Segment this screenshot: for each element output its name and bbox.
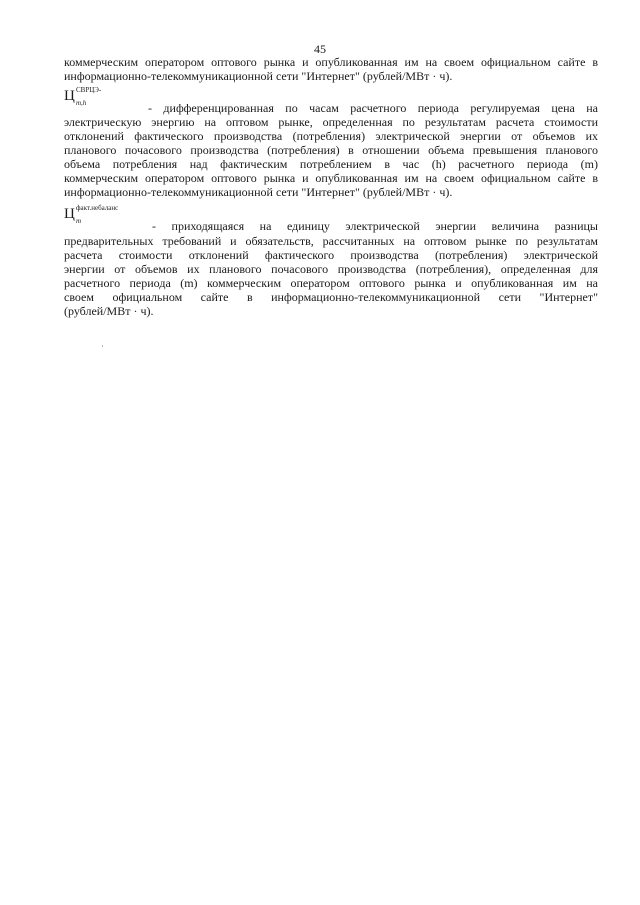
text-line: - дифференцированная по часам расчетного периода регулируемая цена на — [148, 101, 598, 115]
text-line: информационно-телекоммуникационной сети "Интернет" (рублей/МВт · ч). — [64, 69, 453, 83]
text-line: расчета стоимости отклонений фактического производства (потребления) электрической — [64, 248, 598, 262]
text-line: энергии от объемов их планового почасового производства (потребления), определенная для — [64, 262, 598, 276]
formula-subscript: m — [76, 217, 82, 225]
formula-superscript: факт.небаланс — [76, 204, 119, 212]
text-line: коммерческим оператором оптового рынка и опубликованная им на своем официальном сайте в — [64, 171, 598, 185]
text-line: планового почасового производства (потребления) в отношении объема превышения планового — [64, 143, 598, 157]
scan-artifact — [102, 345, 103, 347]
text-line: коммерческим оператором оптового рынка и опубликованная им на своем официальном сайте в — [64, 55, 598, 69]
formula-subscript: m,h — [76, 99, 87, 107]
page-number: 45 — [314, 42, 326, 56]
text-line: электрическую энергию на оптовом рынке, определенная по результатам расчета стоимости — [64, 115, 598, 129]
formula-base: Ц — [64, 206, 75, 222]
text-line: отклонений фактического производства (потребления) электрической энергии от объемов их — [64, 129, 598, 143]
text-line: предварительных требований и обязательств, рассчитанных на оптовом рынке по результатам — [64, 234, 598, 248]
text-line: информационно-телекоммуникационной сети "Интернет" (рублей/МВт · ч). — [64, 185, 453, 199]
text-line: - приходящаяся на единицу электрической энергии величина разницы — [152, 219, 598, 233]
text-line: своем официальном сайте в информационно-телекоммуникационной сети "Интернет" — [64, 290, 598, 304]
formula-base: Ц — [64, 88, 75, 104]
text-line: (рублей/МВт · ч). — [64, 304, 154, 318]
text-line: объема потребления над фактическим потреблением в час (h) расчетного периода (m) — [64, 157, 598, 171]
text-line: расчетного периода (m) коммерческим оператором оптового рынка и опубликованная им на — [64, 276, 598, 290]
formula-superscript: СВРЦЭ- — [76, 86, 102, 94]
